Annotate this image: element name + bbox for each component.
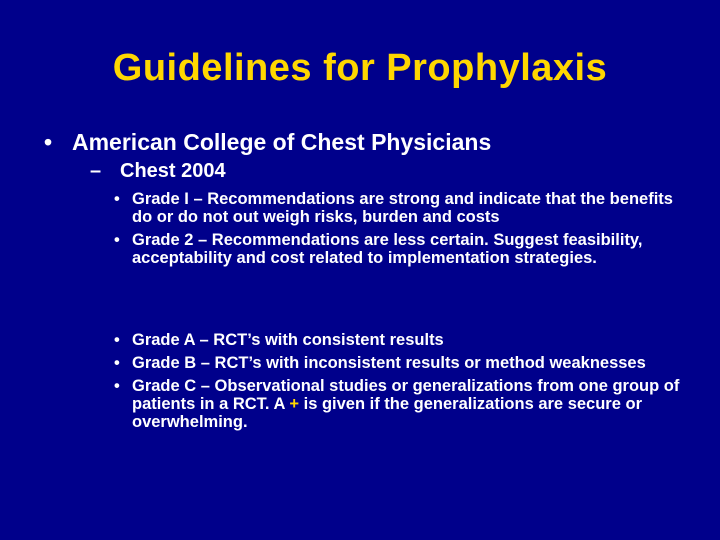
list-item-grade-c: [112, 377, 692, 431]
bullet-acp: [44, 128, 491, 156]
grade-2-text: Grade 2 – Recommendations are less certain. Suggest feasibility, acceptability and cost related to implementation strategies.: [132, 231, 643, 267]
list-item-grade-1: [112, 190, 692, 226]
grade-c-text-before: Grade C – Observational studies or generalizations from one group of patients in a RCT. A: [132, 377, 680, 413]
list-item-grade-a: [112, 331, 692, 349]
bullet-icon: •: [44, 129, 53, 155]
bullet-acp-text: American College of Chest Physicians: [72, 129, 492, 155]
list-item-grade-b: [112, 354, 692, 372]
bullet-icon: •: [114, 190, 120, 208]
grades-numeric-list: [112, 190, 692, 272]
grades-letter-list: [112, 331, 692, 436]
sub-bullet-chest-2004-text: Chest 2004: [120, 160, 226, 182]
plus-sign: +: [289, 395, 300, 413]
grade-c-text-after: is given if the generalizations are secure or overwhelming.: [132, 395, 642, 431]
bullet-icon: •: [114, 354, 120, 372]
dash-icon: –: [90, 160, 102, 182]
list-item-grade-2: [112, 231, 692, 267]
grade-1-text: Grade I – Recommendations are strong and indicate that the benefits do or do not out weigh risks, burden and costs: [132, 190, 673, 226]
bullet-icon: •: [114, 377, 120, 395]
grade-a-text: Grade A – RCT’s with consistent results: [132, 331, 444, 349]
grade-b-text: Grade B – RCT’s with inconsistent results or method weaknesses: [132, 354, 646, 372]
bullet-icon: •: [114, 331, 120, 349]
slide-title: Guidelines for Prophylaxis: [112, 47, 608, 89]
grade-c-text: [132, 377, 679, 431]
sub-bullet-chest-2004: [90, 158, 226, 184]
bullet-icon: •: [114, 231, 120, 249]
